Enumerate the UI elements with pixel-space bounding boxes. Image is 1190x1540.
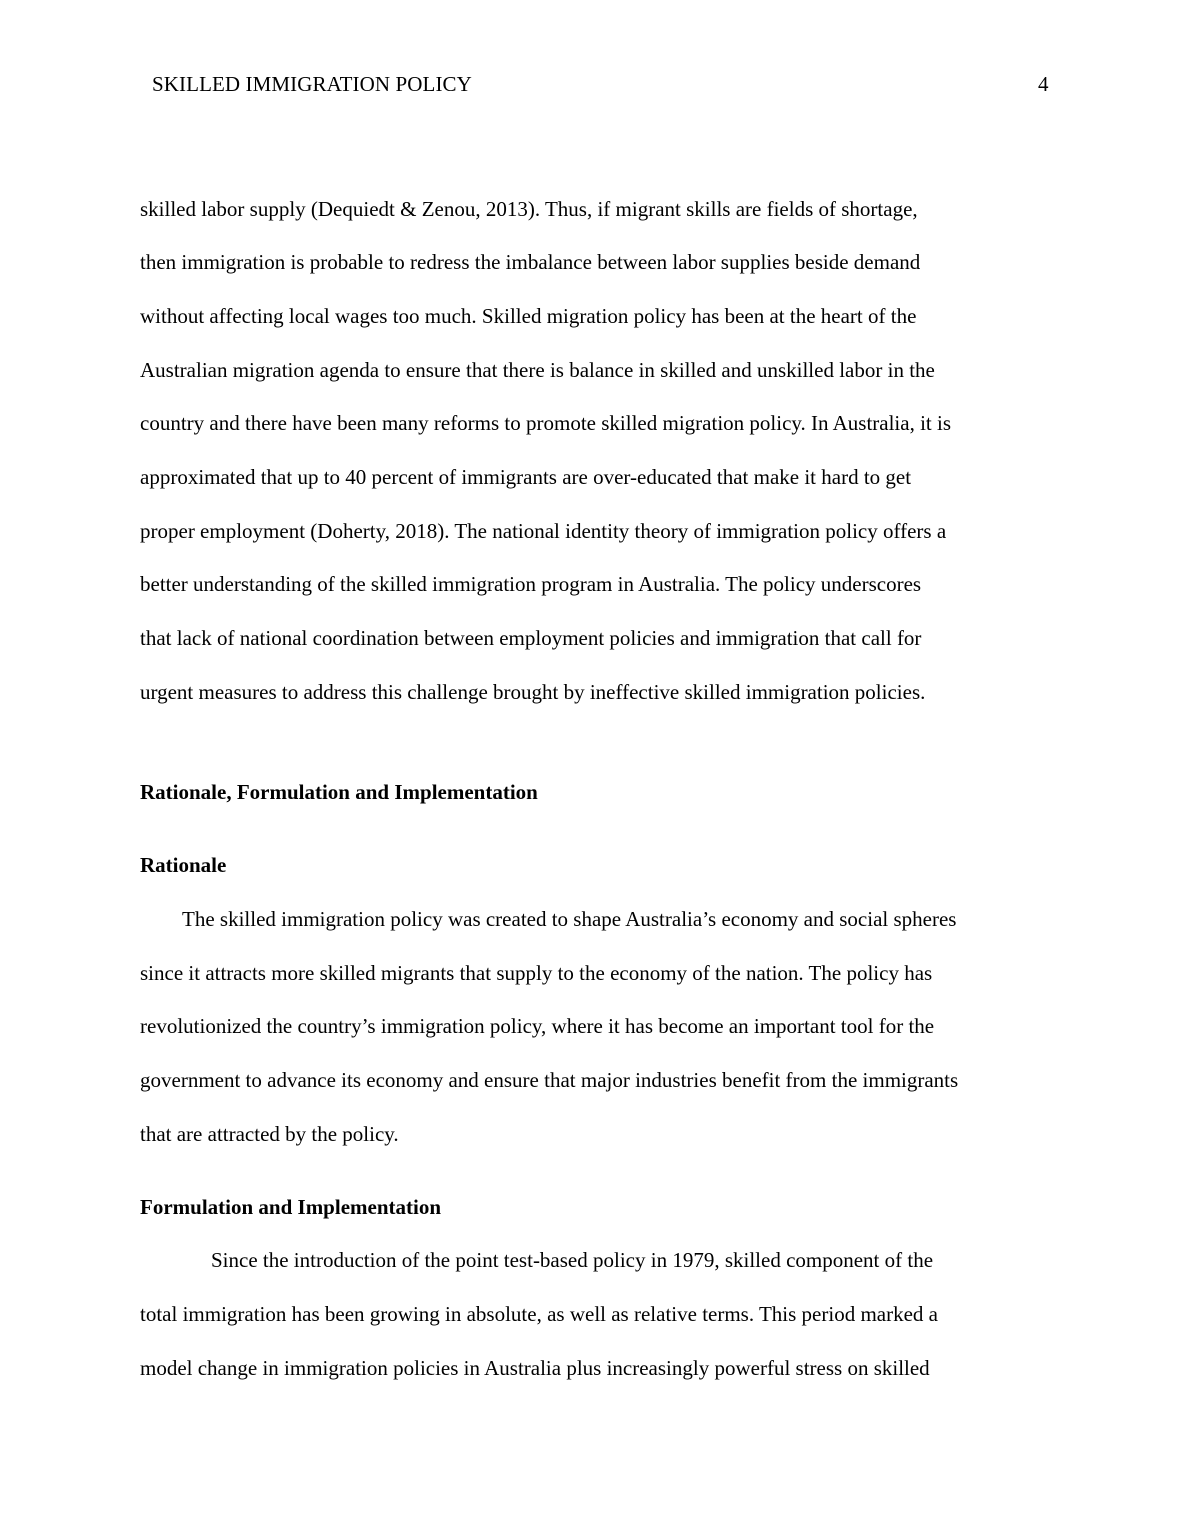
paragraph-line: total immigration has been growing in absolute, as well as relative terms. This period marked a — [140, 1302, 938, 1326]
running-head: SKILLED IMMIGRATION POLICY — [152, 72, 472, 96]
paragraph-line: without affecting local wages too much. Skilled migration policy has been at the heart of the — [140, 304, 917, 328]
section-heading: Rationale, Formulation and Implementation — [140, 780, 538, 804]
paragraph-line: then immigration is probable to redress the imbalance between labor supplies beside demand — [140, 250, 921, 274]
paragraph-line: better understanding of the skilled immigration program in Australia. The policy underscores — [140, 572, 922, 596]
page-number: 4 — [1038, 72, 1049, 96]
paragraph-line: The skilled immigration policy was created to shape Australia’s economy and social spheres — [182, 907, 957, 931]
paragraph-line: Since the introduction of the point test-based policy in 1979, skilled component of the — [211, 1248, 934, 1272]
paragraph-line: approximated that up to 40 percent of immigrants are over-educated that make it hard to get — [140, 465, 912, 489]
paragraph-line: revolutionized the country’s immigration policy, where it has become an important tool for the — [140, 1014, 935, 1038]
paragraph-line: skilled labor supply (Dequiedt & Zenou, 2013). Thus, if migrant skills are fields of shortage, — [140, 197, 918, 221]
paragraph-line: that are attracted by the policy. — [140, 1122, 399, 1146]
paragraph-line: country and there have been many reforms to promote skilled migration policy. In Australia, it is — [140, 411, 952, 435]
subheading-formulation: Formulation and Implementation — [140, 1195, 442, 1219]
subheading-rationale: Rationale — [140, 853, 227, 877]
paragraph-line: since it attracts more skilled migrants that supply to the economy of the nation. The policy has — [140, 961, 933, 985]
paragraph-line: model change in immigration policies in Australia plus increasingly powerful stress on skilled — [140, 1356, 930, 1380]
paragraph-line: government to advance its economy and ensure that major industries benefit from the immigrants — [140, 1068, 959, 1092]
paragraph-line: that lack of national coordination between employment policies and immigration that call for — [140, 626, 922, 650]
paragraph-line: urgent measures to address this challenge brought by ineffective skilled immigration policies. — [140, 680, 926, 704]
paragraph-line: proper employment (Doherty, 2018). The national identity theory of immigration policy offers a — [140, 519, 947, 543]
paragraph-line: Australian migration agenda to ensure that there is balance in skilled and unskilled labor in the — [140, 358, 935, 382]
